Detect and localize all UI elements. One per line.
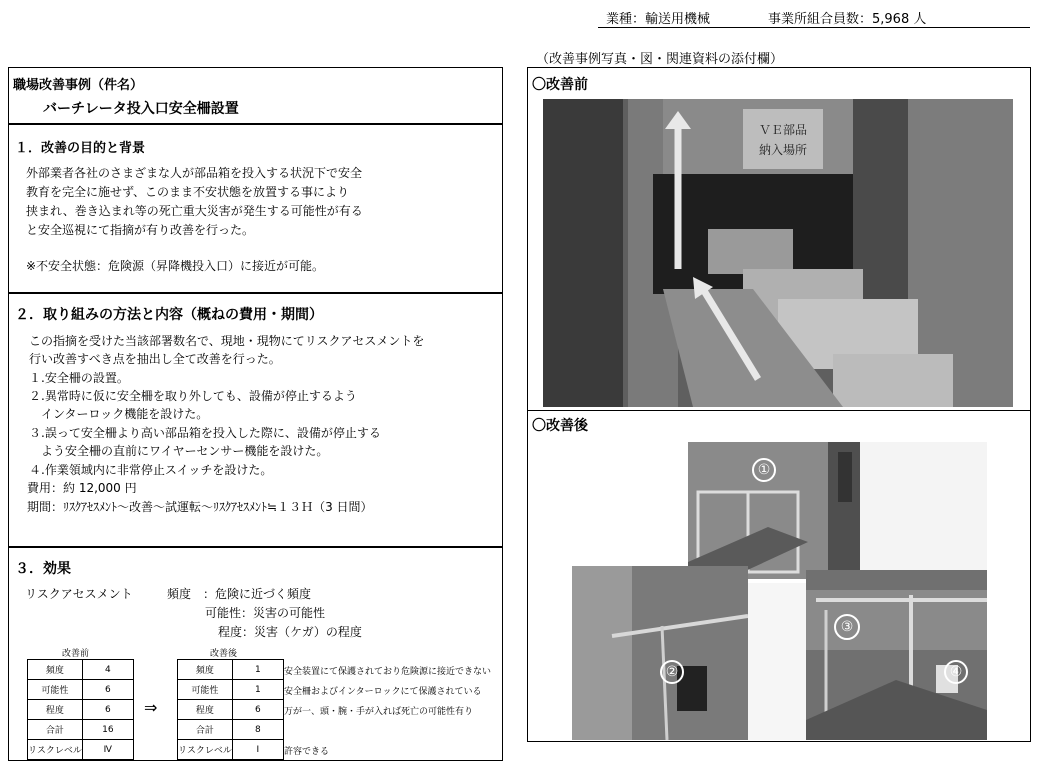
sign-text: ＶＥ部品: [758, 123, 808, 137]
row-value: 4: [82, 660, 133, 680]
after-risk-table: [177, 659, 284, 760]
table-row: [28, 740, 134, 760]
members-label: 事業所組合員数：5,968 人: [768, 12, 927, 27]
after-caption: 改善後: [210, 649, 238, 659]
def-possibility: 可能性：災害の可能性: [205, 606, 326, 620]
table-row: [178, 740, 284, 760]
industry-label: 業種：輸送用機械: [606, 12, 711, 27]
section-purpose: [8, 124, 503, 293]
row-value: 6: [232, 700, 283, 720]
table-row: [178, 700, 284, 720]
section-method-title: ２．取り組みの方法と内容（概ねの費用・期間）: [15, 307, 323, 323]
row-value: Ⅰ: [232, 740, 283, 760]
marker-4: ④: [944, 660, 968, 684]
after-note: 安全装置にて保護されており危険源に接近できない: [284, 667, 492, 677]
table-row: [28, 660, 134, 680]
marker-2: ②: [660, 660, 684, 684]
row-key: 程度: [178, 700, 233, 720]
before-photo: [543, 99, 1013, 407]
purpose-line: と安全巡視にて指摘が有り改善を行った。: [26, 223, 255, 237]
after-photo-2: [572, 566, 748, 740]
method-line: ３.誤って安全柵より高い部品箱を投入した際に、設備が停止する: [29, 426, 381, 440]
purpose-line: 教育を完全に施せず、このまま不安状態を放置する事により: [26, 185, 350, 199]
case-box: [8, 67, 503, 124]
method-line: ４.作業領域内に非常停止スイッチを設けた。: [29, 463, 273, 477]
after-photo-2-art: [572, 566, 748, 740]
section-purpose-title: １．改善の目的と背景: [15, 141, 146, 156]
table-row: [178, 680, 284, 700]
after-photo-gap: [748, 583, 806, 740]
purpose-line: 外部業者各社のさまざまな人が部品箱を投入する状況下で安全: [26, 166, 363, 180]
row-key: リスクレベル: [178, 740, 233, 760]
section-method: [8, 293, 503, 547]
row-value: 6: [82, 680, 133, 700]
row-key: 可能性: [178, 680, 233, 700]
sign-text: 納入場所: [758, 143, 808, 157]
header-underline: [598, 27, 1030, 28]
table-row: [178, 720, 284, 740]
before-photo-art: [543, 99, 1013, 407]
row-value: 8: [232, 720, 283, 740]
after-note: 万が一、頭・腕・手が入れば死亡の可能性有り: [284, 707, 474, 717]
row-value: Ⅳ: [82, 740, 133, 760]
before-caption: 改善前: [62, 649, 90, 659]
marker-3: ③: [834, 614, 860, 640]
row-key: 合計: [178, 720, 233, 740]
photo-before-label: 〇改善前: [532, 77, 588, 93]
method-line: ２.異常時に仮に安全柵を取り外しても、設備が停止するよう: [29, 389, 357, 403]
after-photo-3: [806, 570, 987, 740]
method-line: インターロック機能を設けた。: [29, 407, 209, 421]
after-note: 安全柵およびインターロックにて保護されている: [284, 687, 482, 697]
arrow-icon: ⇒: [144, 698, 158, 717]
table-row: [28, 720, 134, 740]
row-key: リスクレベル: [28, 740, 83, 760]
row-key: 程度: [28, 700, 83, 720]
row-key: 合計: [28, 720, 83, 740]
method-line: 行い改善すべき点を抽出し全て改善を行った。: [29, 352, 281, 366]
row-key: 可能性: [28, 680, 83, 700]
before-risk-table: [27, 659, 134, 760]
after-photo-3-art: [806, 570, 987, 740]
case-name: バーチレータ投入口安全柵設置: [43, 101, 239, 117]
method-cost: 費用：約 12,000 円: [27, 481, 137, 495]
row-key: 頻度: [178, 660, 233, 680]
def-severity: 程度：災害（ケガ）の程度: [218, 625, 362, 639]
method-line: よう安全柵の直前にワイヤーセンサー機能を設けた。: [29, 444, 329, 458]
purpose-note: ※不安全状態：危険源（昇降機投入口）に接近が可能。: [26, 259, 325, 273]
photo-after-label: 〇改善後: [532, 418, 588, 434]
table-row: [178, 660, 284, 680]
purpose-line: 挟まれ、巻き込まれ等の死亡重大災害が発生する可能性が有る: [26, 204, 363, 218]
method-line: １.安全柵の設置。: [29, 371, 129, 385]
after-note: 許容できる: [284, 747, 330, 757]
row-value: 1: [232, 660, 283, 680]
section-effect-title: ３．効果: [15, 561, 71, 577]
def-frequency: 頻度 ：危険に近づく頻度: [167, 587, 312, 601]
after-photo-1: [688, 442, 987, 579]
marker-1: ①: [752, 458, 776, 482]
after-photo-1-art: [688, 442, 987, 579]
attachment-caption: （改善事例写真・図・関連資料の添付欄）: [536, 52, 784, 67]
case-label: 職場改善事例（件名）: [13, 78, 144, 93]
ra-label: リスクアセスメント: [25, 587, 133, 601]
row-value: 16: [82, 720, 133, 740]
row-key: 頻度: [28, 660, 83, 680]
row-value: 6: [82, 700, 133, 720]
row-value: 1: [232, 680, 283, 700]
method-period: 期間：ﾘｽｸｱｾｽﾒﾝﾄ～改善～試運転～ﾘｽｸｱｾｽﾒﾝﾄ≒１３Ｈ（3 日間）: [27, 500, 373, 514]
table-row: [28, 680, 134, 700]
table-row: [28, 700, 134, 720]
method-line: この指摘を受けた当該部署数名で、現地・現物にてリスクアセスメントを: [29, 334, 425, 348]
